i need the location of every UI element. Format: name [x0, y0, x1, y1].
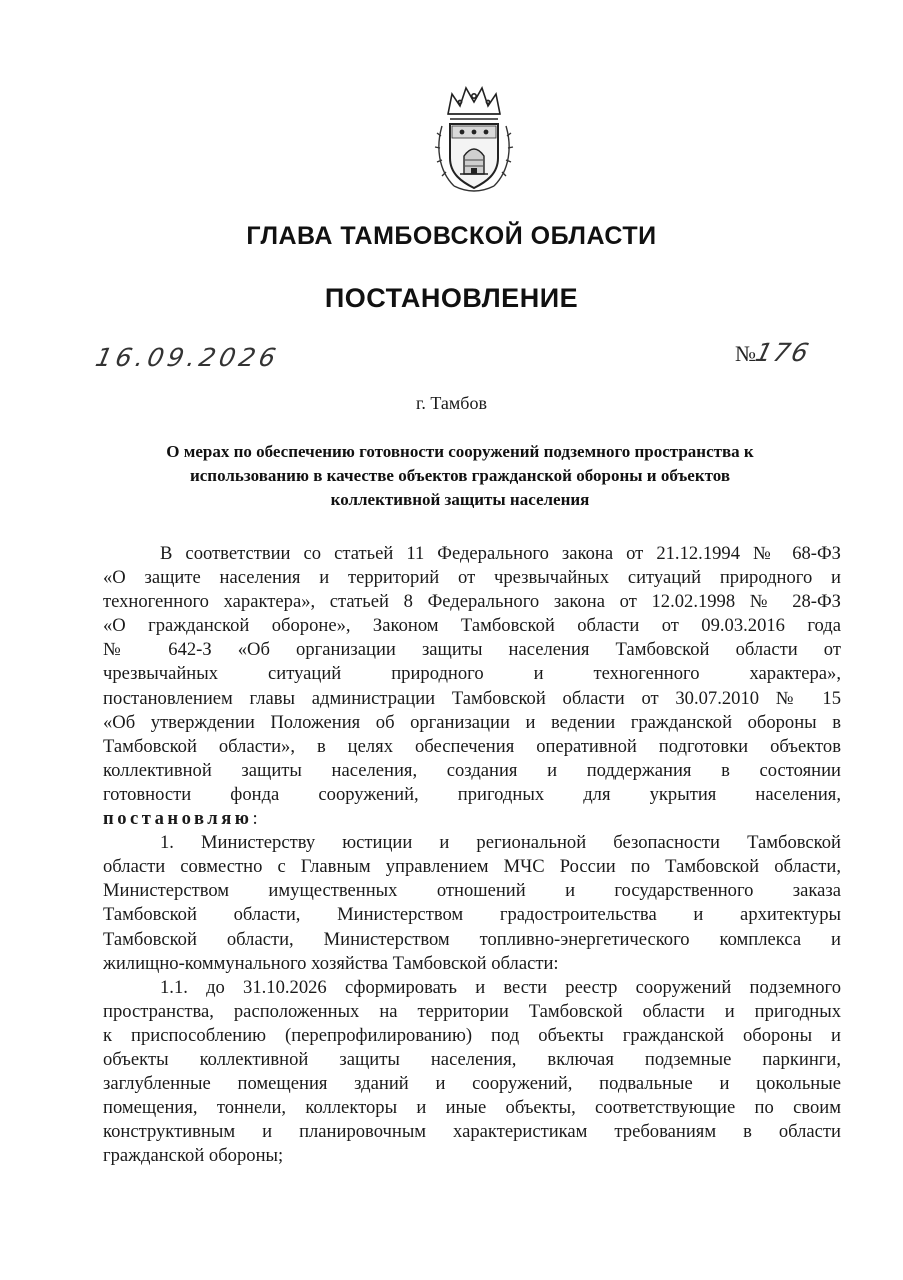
document-title — [110, 440, 810, 512]
item-1-line: 1. Министерству юстиции и региональной безопасности Тамбовской — [160, 832, 841, 854]
preamble-line: В соответствии со статьей 11 Федерального закона от 21.12.1994 № 68-ФЗ — [160, 543, 841, 564]
document-date: 16.09.2026 — [92, 343, 283, 372]
title-line: использованию в качестве объектов гражданской обороны и объектов — [189, 466, 731, 485]
number-value: 176 — [752, 338, 814, 367]
preamble-line: «Об утверждении Положения об организации и ведении гражданской обороны в — [103, 711, 841, 733]
city-name: г. Тамбов — [416, 393, 487, 413]
preamble-line: «О гражданской обороне», Законом Тамбовской области от 09.03.2016 года — [103, 615, 841, 637]
item-1-1-line: помещения, тоннели, коллекторы и иные объекты, соответствующие по своим — [103, 1097, 841, 1119]
item-1-line: жилищно-коммунального хозяйства Тамбовской области: — [103, 952, 559, 974]
decree-line — [103, 807, 841, 831]
title-line: О мерах по обеспечению готовности сооружений подземного пространства к — [166, 442, 754, 461]
item-1-1-line: к приспособлению (перепрофилированию) под объекты гражданской обороны и — [103, 1024, 841, 1046]
preamble-line: № 642-З «Об организации защиты населения Тамбовской области от — [103, 639, 841, 661]
item-1-line: Тамбовской области, Министерством топливно-энергетического комплекса и — [103, 928, 841, 950]
number-sign: № — [735, 341, 756, 366]
item-1-line: Тамбовской области, Министерством градостроительства и архитектуры — [103, 904, 841, 926]
decree-colon: : — [252, 808, 258, 830]
document-type: ПОСТАНОВЛЕНИЕ — [324, 283, 579, 313]
document-body — [103, 542, 841, 1168]
preamble-line: «О защите населения и территорий от чрезвычайных ситуаций природного и — [103, 567, 841, 589]
preamble-line: техногенного характера», статьей 8 Федерального закона от 12.02.1998 № 28-ФЗ — [103, 591, 841, 613]
preamble-line: коллективной защиты населения, создания и поддержания в состоянии — [103, 759, 841, 781]
item-1-1-line: гражданской обороны; — [103, 1145, 284, 1167]
title-line: коллективной защиты населения — [330, 490, 590, 509]
item-1-line: области совместно с Главным управлением МЧС России по Тамбовской области, — [103, 856, 841, 878]
preamble-line: Тамбовской области», в целях обеспечения оперативной подготовки объектов — [103, 735, 841, 757]
preamble-line: постановлением главы администрации Тамбовской области от 30.07.2010 № 15 — [103, 687, 841, 709]
item-1-line: Министерством имущественных отношений и государственного заказа — [103, 880, 841, 902]
item-1-1-line: объекты коллективной защиты населения, включая подземные паркинги, — [103, 1048, 841, 1070]
coat-of-arms-icon — [432, 84, 516, 196]
item-1-1-line: пространства, расположенных на территории Тамбовской области и пригодных — [103, 1000, 841, 1022]
decree-word: постановляю — [103, 808, 253, 830]
issuing-authority: ГЛАВА ТАМБОВСКОЙ ОБЛАСТИ — [246, 222, 657, 250]
preamble-line: готовности фонда сооружений, пригодных для укрытия населения, — [103, 783, 841, 805]
item-1-1-line: 1.1. до 31.10.2026 сформировать и вести реестр сооружений подземного — [160, 976, 841, 998]
item-1-1-line: заглубленные помещения зданий и сооружений, подвальные и цокольные — [103, 1073, 841, 1095]
preamble-line: чрезвычайных ситуаций природного и техногенного характера», — [103, 663, 841, 685]
item-1-1-line: конструктивным и планировочным характеристикам требованиям в области — [103, 1121, 841, 1143]
document-number — [735, 338, 814, 367]
